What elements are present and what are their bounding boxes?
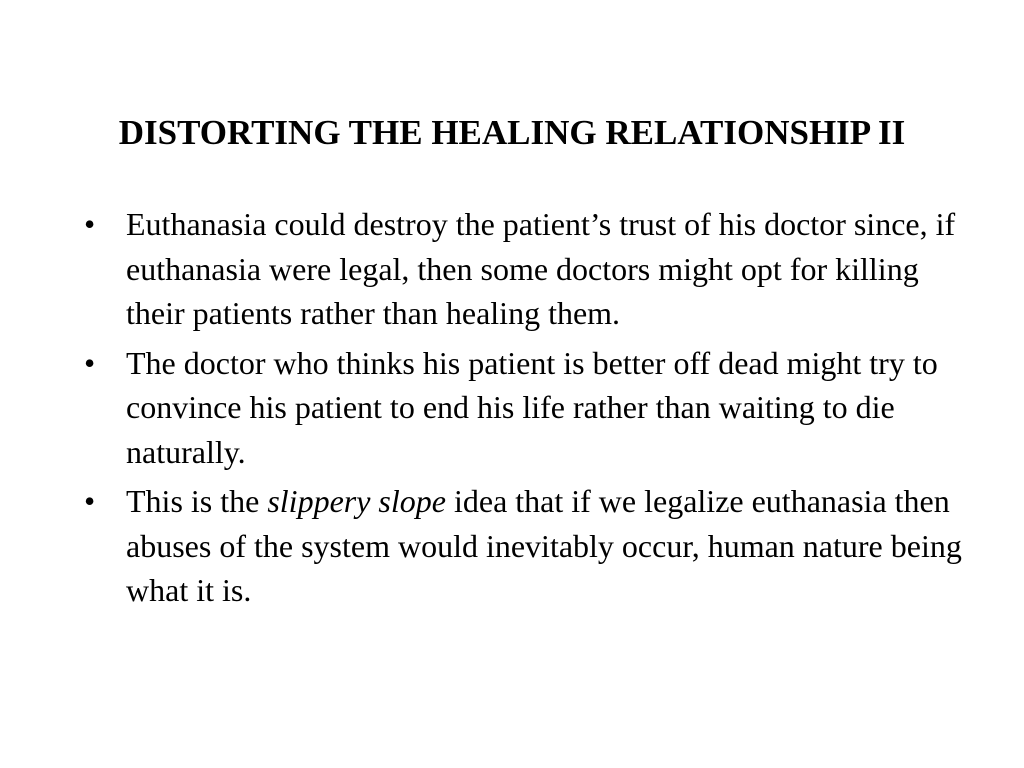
bullet-icon: •: [84, 483, 96, 519]
bullet-item: [84, 341, 964, 475]
bullet-icon: •: [84, 344, 96, 381]
bullet-text: The doctor who thinks his patient is better off dead might try to convince his patient to end his life rather than waiting to die naturally.: [126, 344, 938, 470]
bullet-item: [84, 479, 964, 613]
bullet-text: [126, 483, 962, 608]
bullet-icon: •: [84, 206, 96, 242]
bullet-list: [84, 202, 964, 618]
bullet-text-after: idea that if we legalize euthanasia then abuses of the system would inevitably occur, human nature being what it is.: [126, 483, 962, 608]
emphasized-term: slippery slope: [267, 483, 446, 519]
bullet-text-before: This is the: [126, 483, 268, 519]
bullet-item: [84, 202, 964, 336]
slide-title: DISTORTING THE HEALING RELATIONSHIP II: [118, 113, 906, 152]
bullet-text: Euthanasia could destroy the patient’s trust of his doctor since, if euthanasia were legal, then some doctors might opt for killing their patients rather than healing them.: [126, 206, 956, 331]
